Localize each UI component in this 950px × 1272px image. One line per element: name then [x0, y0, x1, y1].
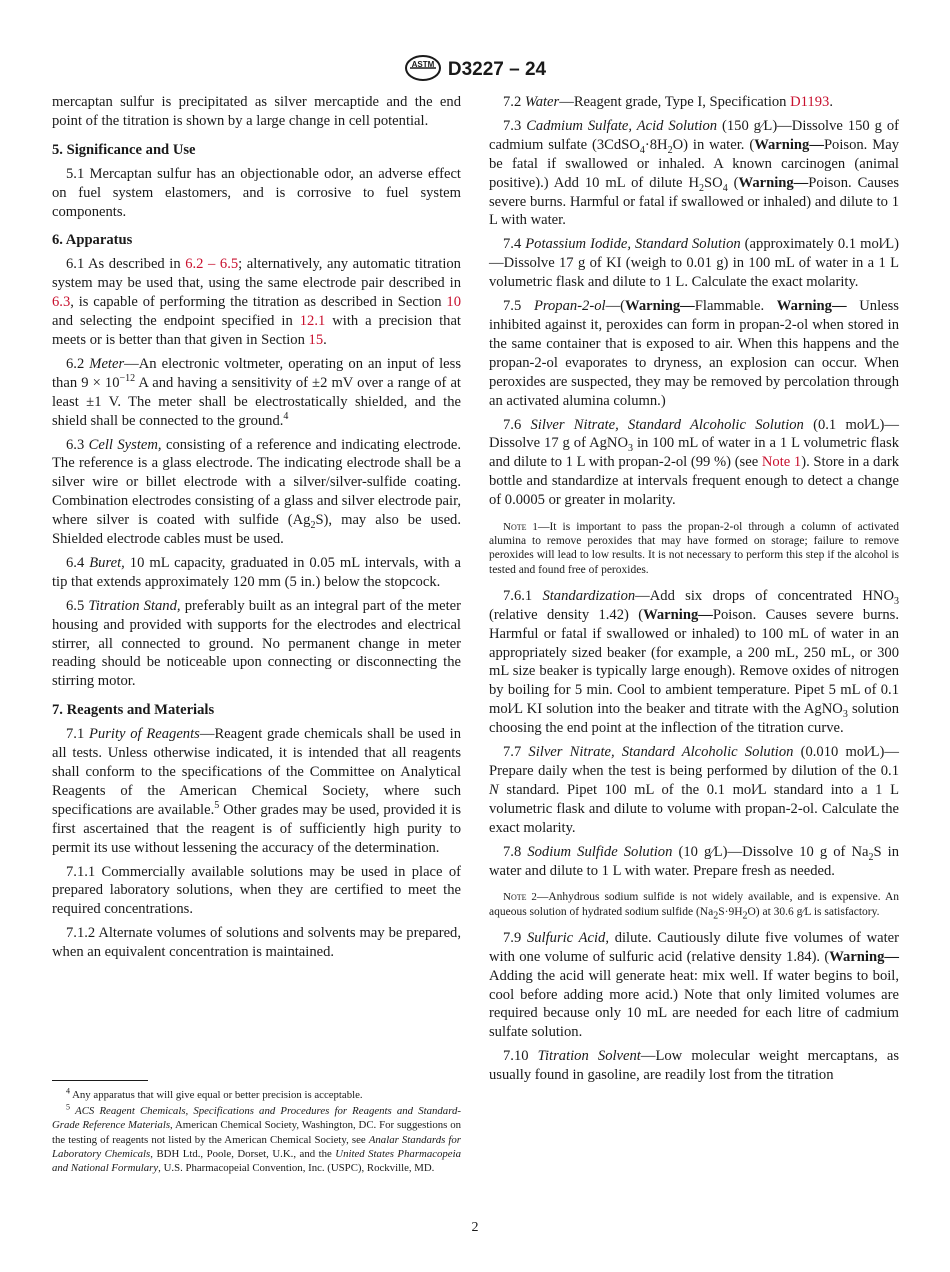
paragraph-7-6-1: 7.6.1 Standardization—Add six drops of concentrated $HNO_3$ (relative density 1.42) (Warning—Poison. Causes severe burns. Harmful or fatal if swallowed or inhaled) to 100 mL of water in an appropriately sized beaker (for example, a 200 mL, 250 mL, or 300 mL size beaker is typically large enough). Remove oxides of nitrogen by boiling for 5 min. Cool to ambient temperature. Pipet 5 mL of 0.1 mol⁄L KI solution into the beaker and titrate with the AgNO$_3$ solution choosing the end point at the inflection of the titration curve. [489, 587, 899, 737]
paragraph-7-4: 7.4 Potassium Iodide, Standard Solution (approximately 0.1 mol⁄L)—Dissolve 17 g of KI (weigh to 0.01 g) in 100 mL of water in a 1 L volumetric flask and dilute to 1 L. Calculate the exact molarity. [489, 236, 900, 291]
paragraph-7-1-2: 7.1.2 Alternate volumes of solutions and solvents may be prepared, when an equivalent concentration is maintained. [52, 925, 461, 961]
paragraph-7-10: 7.10 Titration Solvent—Low molecular weight mercaptans, as usually found in gasoline, are readily lost from the titration [489, 1048, 900, 1084]
paragraph-7-1: 7.1 Purity of Reagents—Reagent grade chemicals shall be used in all tests. Unless otherwise indicated, it is intended that all reagents shall conform to the specifications of the Committee on Analytical Reagents of the American Chemical Society, where such specifications are available.$^5$ Other grades may be used, provided it is first ascertained that the reagent is of sufficiently high purity to permit its use without lessening the accuracy of the determination. [52, 726, 461, 856]
note-1: Note 1—It is important to pass the propan-2-ol through a column of activated alumina to remove peroxides that may have formed on storage; failure to remove peroxides will lead to low results. It is not necessary to perform this step if the alcohol is tested and found free of peroxides. [489, 521, 900, 576]
paragraph-7-9: 7.9 Sulfuric Acid, dilute. Cautiously dilute five volumes of water with one volume of sulfuric acid (relative density 1.84). (Warning—Adding the acid will generate heat: mix well. If water begins to boil, cool before adding more acid.) Note that only limited volumes are required because only 10 mL are needed for each litre of cadmium sulfate solution. [489, 929, 899, 1041]
paragraph-6-1: 6.1 As described in 6.2 – 6.5; alternatively, any automatic titration system may be used that, using the same electrode pair described in 6.3, is capable of performing the titration as described in Section 10 and selecting the endpoint specified in 12.1 with a precision that meets or is better than that given in Section 15. [52, 256, 461, 348]
paragraph-7-1-1: 7.1.1 Commercially available solutions may be used in place of prepared laboratory solutions, when they are certified to meet the required concentrations. [52, 863, 461, 918]
link-d1193[interactable]: D1193 [790, 94, 830, 110]
paragraph-5-1: 5.1 Mercaptan sulfur has an objectionable odor, an adverse effect on fuel system elastomers, and is corrosive to fuel system components. [52, 165, 461, 220]
footnotes [52, 1088, 461, 1177]
section-6-heading: 6. Apparatus [52, 232, 133, 249]
document-id: D3227 – 24 [447, 59, 547, 80]
page-header [0, 55, 950, 82]
paragraph-7-8: 7.8 Sodium Sulfide Solution (10 g⁄L)—Dissolve 10 g of $Na_2S$ in water and dilute to 1 L with water. Prepare fresh as needed. [489, 843, 900, 879]
note-2: Note 2—Anhydrous sodium sulfide is not widely available, and is expensive. An aqueous solution of hydrated sodium sulfide $(Na_2S\cdot 9H_2O)$ at 30.6 g⁄L is satisfactory. [489, 891, 900, 921]
paragraph-7-5: 7.5 Propan-2-ol—(Warning—Flammable. Warning— Unless inhibited against it, peroxides can form in propan-2-ol when stored in the same container that is exposed to air. When this happens and the propan-2-ol evaporates to dryness, an explosion can occur. When peroxides are suspected, they may be removed by percolation through an activated alumina column.) [489, 298, 899, 409]
paragraph-7-3: 7.3 Cadmium Sulfate, Acid Solution (150 g⁄L)—Dissolve 150 g of cadmium sulfate $(3CdSO_4\cdot 8H_2O)$ in water. (Warning—Poison. May be fatal if swallowed or inhaled. A known carcinogen (animal positive).) Add 10 mL of dilute $H_2SO_4$ (Warning—Poison. Causes severe burns. Harmful or fatal if swallowed or inhaled) and dilute to 1 L with water. [489, 117, 900, 229]
paragraph-6-2: 6.2 Meter—An electronic voltmeter, operating on an input of less than $9 \times 10^{-12}$ A and having a sensitivity of ±2 mV over a range of at least ±1 V. The meter shall be electrostatically shielded, and the shield shall be connected to the ground.$^4$ [52, 355, 461, 429]
section-7-heading: 7. Reagents and Materials [52, 702, 215, 719]
link-section-15[interactable]: 15 [308, 331, 324, 348]
link-section-10[interactable]: 10 [446, 294, 461, 311]
paragraph-6-3: 6.3 Cell System, consisting of a reference and indicating electrode. The reference is a glass electrode. The indicating electrode shall be a silver wire or billet electrode with a silver/silver-sulfide coating. Combination electrodes consisting of a glass and silver electrode pair, where silver is coated with sulfide $(Ag_2S)$, may also be used. Shielded electrode cables must be used. [52, 436, 462, 548]
paragraph-7-7: 7.7 Silver Nitrate, Standard Alcoholic Solution (0.010 mol⁄L)—Prepare daily when the test is being performed by dilution of the 0.1 N standard. Pipet 100 mL of the 0.1 mol⁄L standard into a 1 L volumetric flask and dilute to volume with propan-2-ol. Calculate the exact molarity. [489, 744, 899, 836]
left-column [52, 93, 461, 967]
link-12-1[interactable]: 12.1 [299, 313, 326, 330]
footnote-ref-5[interactable]: 5 [214, 799, 220, 811]
paragraph-7-6: 7.6 Silver Nitrate, Standard Alcoholic Solution (0.1 mol⁄L)—Dissolve 17 g of AgNO$_3$ in 100 mL of water in a 1 L volumetric flask and dilute to 1 L with propan-2-ol (99 %) (see Note 1). Store in a dark bottle and standardize at intervals frequent enough to detect a change of 0.0005 or greater in molarity. [489, 416, 899, 509]
link-6-3[interactable]: 6.3 [52, 294, 71, 311]
footnote-ref-4[interactable]: 4 [283, 410, 289, 422]
paragraph-6-4: 6.4 Buret, 10 mL capacity, graduated in 0.05 mL intervals, with a tip that extends approximately 120 mm (5 in.) below the stopcock. [52, 554, 462, 590]
astm-logo-icon [404, 55, 442, 81]
page-number: 2 [471, 1220, 479, 1235]
paragraph-7-2: 7.2 Water—Reagent grade, Type I, Specification D1193. [503, 94, 833, 110]
footnote-4: $^4$ Any apparatus that will give equal or better precision is acceptable. [66, 1086, 363, 1101]
link-6-2-6-5[interactable]: 6.2 – 6.5 [185, 256, 239, 273]
section-5-heading: 5. Significance and Use [52, 141, 196, 158]
right-column [489, 93, 899, 1090]
footnote-5: $^5$ ACS Reagent Chemicals, Specifications and Procedures for Reagents and Standard-Grade Reference Materials, American Chemical Society, Washington, DC. For suggestions on the testing of reagents not listed by the American Chemical Society, see Analar Standards for Laboratory Chemicals, BDH Ltd., Poole, Dorset, U.K., and the United States Pharmacopeia and National Formulary, U.S. Pharmacopeial Convention, Inc. (USPC), Rockville, MD. [52, 1102, 462, 1175]
logo-text: ASTM [411, 60, 435, 69]
paragraph-6-5: 6.5 Titration Stand, preferably built as an integral part of the meter housing and provided with supports for the electrodes and electrical stirrer, all connected to ground. No permanent change in meter reading should be noticeable upon connecting or disconnecting the stirring motor. [52, 597, 462, 690]
footnote-divider [52, 1080, 148, 1081]
link-note-1[interactable]: Note 1 [761, 454, 802, 471]
paragraph-continued: mercaptan sulfur is precipitated as silver mercaptide and the end point of the titration is shown by a large change in cell potential. [52, 94, 461, 129]
